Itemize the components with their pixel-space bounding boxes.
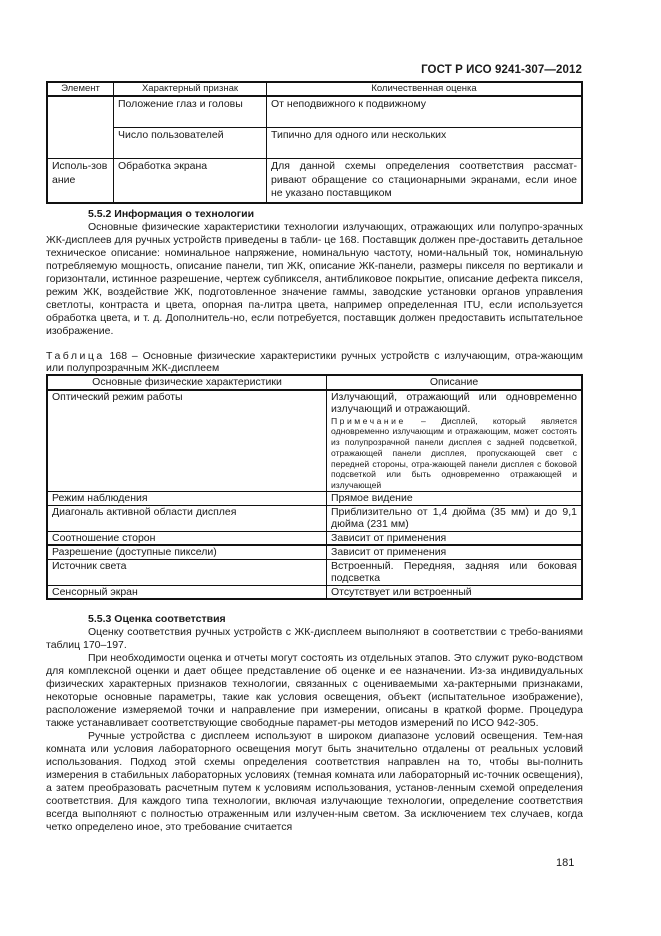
table-row <box>47 505 582 531</box>
table-row <box>47 559 582 585</box>
paragraph: При необходимости оценка и отчеты могут состоять из отдельных этапов. Это служит руко-водством для комплексной оценки и дает общее представление об оценке и ее назначении. Из-за индивидуальных физических характерных признаков технологии, связанных с оцениваемыми ха-рактерными признаками, некоторые основные параметры, такие как условия освещения, объект (испытательное изображение), расположение измеряемой точки и направление при измерении, описаны в краткой форме. Процедура также устанавливает соответствующие свободные парамет-ры методов измерений по ИСО 942-305. <box>46 652 583 729</box>
note <box>331 416 577 492</box>
table-header-row <box>47 82 582 96</box>
table-cell-desc: Прямое видение <box>327 492 583 506</box>
table-cell-desc <box>327 390 583 492</box>
table-row <box>47 96 582 128</box>
table-cell-assessment: Типично для одного или нескольких <box>267 128 583 159</box>
table-cell-desc: Встроенный. Передняя, задняя или боковая подсветка <box>327 559 583 585</box>
table-cell-name: Разрешение (доступные пиксели) <box>47 545 327 559</box>
column-header: Элемент <box>47 82 114 96</box>
section-5-5-3 <box>46 613 583 834</box>
table-row <box>47 492 582 506</box>
desc-text: Излучающий, отражающий или одновременно излучающий и отражающий. <box>331 390 577 415</box>
column-header: Описание <box>327 375 583 390</box>
table-cell-name: Соотношение сторон <box>47 531 327 545</box>
table-cell-name: Режим наблюдения <box>47 492 327 506</box>
table-row <box>47 585 582 599</box>
table-168 <box>46 374 583 600</box>
table-row <box>47 531 582 545</box>
table-row <box>47 390 582 492</box>
table-cell-element: Исполь-зование <box>47 159 114 203</box>
paragraph: Оценку соответствия ручных устройств с ЖК-дисплеем выполняют в соответствии с требо-ваниями таблиц 170–197. <box>46 626 583 651</box>
column-header: Характерный признак <box>114 82 267 96</box>
paragraph: Основные физические характеристики технологии излучающих, отражающих или полупро-зрачных ЖК-дисплеев для ручных устройств приведены в табли- це 168. Поставщик должен пре-доставить детальное техническое описание: номинальное напряжение, номинальную частоту, номи-нальный ток, номинальную потребляемую мощность, описание панели, тип ЖК, описание ЖК-панели, размеры пикселя по вертикали и горизонтали, истинное разрешение, чертеж субпикселя, антибликовое покрытие, описание дефекта пикселя, режим ЖК, воздействие ЖК, подготовленное значение гаммы, заводские установки органов управления светлоты, контраста и цвета, опорная па-литра цвета, например определенная ITU, если используется обработка цвета, и т. д. Дополнитель-но, если потребуется, поставщик должен предоставить испытательное изображение. <box>46 221 583 337</box>
table-cell-feature: Обработка экрана <box>114 159 267 203</box>
column-header: Количественная оценка <box>267 82 583 96</box>
table-row <box>47 159 582 203</box>
table-cell-name: Диагональ активной области дисплея <box>47 505 327 531</box>
page-number: 181 <box>556 857 575 869</box>
table-cell-name: Источник света <box>47 559 327 585</box>
paragraph: Ручные устройства с дисплеем используют в широком диапазоне условий освещения. Тем-ная комната или условия лабораторного освещения могут быть значительно отдалены от реальных условий использования. Подход этой схемы определения соответствия направлен на то, чтобы вы-полнить измерения в стабильных лабораторных условиях (темная комната или лабораторный ис-точник освещения), а затем преобразовать расчетным путем к условиям использования, установ-ленным схемой определения соответствия. Для каждого типа технологии, включая излучающие технологии, определение соответствия всегда выполняют с полностью отраженным или излучен-ным светом. За исключением тех случаев, когда четко определено иное, это требование считается <box>46 730 583 833</box>
table-168-caption <box>46 350 583 374</box>
section-title: 5.5.2 Информация о технологии <box>88 208 255 220</box>
continued-table <box>46 81 583 204</box>
table-cell-assessment: Для данной схемы определения соответствия рассмат-ривают обращение со стационарными экранами, если иное не указано поставщиком <box>267 159 583 203</box>
table-cell-desc: Отсутствует или встроенный <box>327 585 583 599</box>
note-text: – Дисплей, который является одновременно излучающим и отражающим, может состоять из полупрозрачной панели дисплея с задней подсветкой, отражающей панели дисплея, пропускающей свет с передней стороны, отра-жающей панели дисплея с боковой подсветкой или быть одновременно отражающей и излучающей <box>331 415 577 491</box>
table-cell-desc: Зависит от применения <box>327 545 583 559</box>
section-title: 5.5.3 Оценка соответствия <box>88 613 226 625</box>
table-row <box>47 128 582 159</box>
table-cell-feature: Положение глаз и головы <box>114 96 267 128</box>
column-header: Основные физические характеристики <box>47 375 327 390</box>
document-header: ГОСТ Р ИСО 9241-307—2012 <box>421 64 582 76</box>
table-cell-name: Сенсорный экран <box>47 585 327 599</box>
table-cell-feature: Число пользователей <box>114 128 267 159</box>
section-5-5-2 <box>46 208 583 338</box>
table-cell-name: Оптический режим работы <box>47 390 327 492</box>
table-cell-desc: Приблизительно от 1,4 дюйма (35 мм) и до 9,1 дюйма (231 мм) <box>327 505 583 531</box>
caption-text: 168 – Основные физические характеристики ручных устройств с излучающим, отра-жающим или полупрозрачным ЖК-дисплеем <box>46 350 584 374</box>
note-label: Примечание <box>331 415 406 426</box>
table-cell-desc: Зависит от применения <box>327 531 583 545</box>
table-cell-element <box>47 96 114 159</box>
table-cell-assessment: От неподвижного к подвижному <box>267 96 583 128</box>
table-header-row <box>47 375 582 390</box>
table-row <box>47 545 582 559</box>
caption-label: Таблица <box>46 350 105 362</box>
